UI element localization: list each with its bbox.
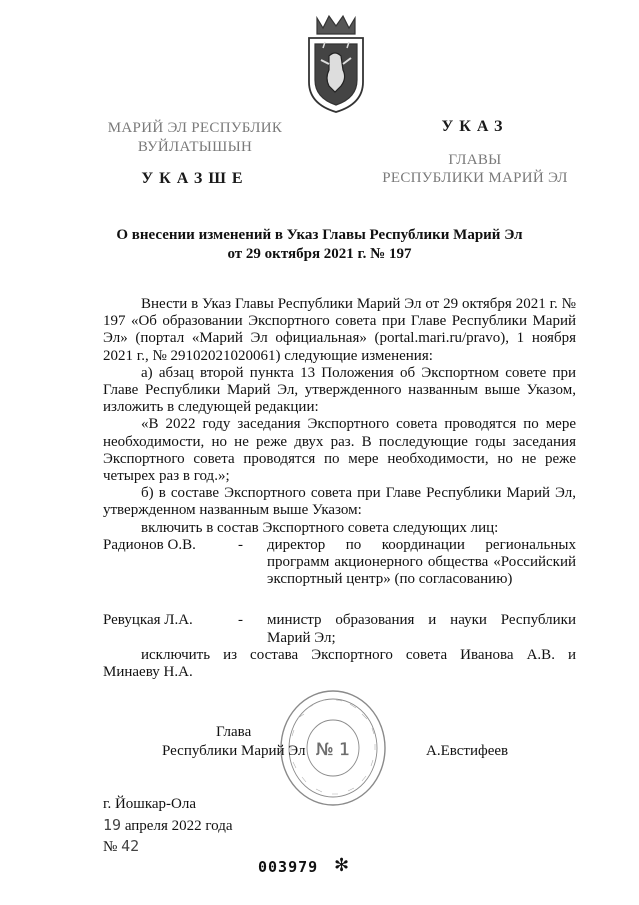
signature-role-line2: Республики Марий Эл <box>162 743 306 759</box>
coat-of-arms-icon <box>299 12 373 116</box>
header-right-line2: РЕСПУБЛИКИ МАРИЙ ЭЛ <box>382 170 568 186</box>
footer-date <box>103 815 232 837</box>
member-description: министр образования и науки Республики Марий Эл; <box>267 612 576 646</box>
paragraph-exclude-line1: исключить из состава Экспортного совета Иванова А.В. и <box>141 646 576 663</box>
paragraph-intro: Внести в Указ Главы Республики Марий Эл от 29 октября 2021 г. № 197 «Об образовании Экспортного совета при Главе Республики Марий Эл» (портал «Марий Эл официальная» (portal.mari.ru/pravo), 1 ноября 2021 г., № 29102021020061) следующие изменения: <box>103 296 576 364</box>
member-item <box>103 537 576 589</box>
registration-number: 003979 <box>258 858 319 876</box>
signature-name: А.Евстифеев <box>426 743 509 759</box>
footer-number-prefix: № <box>103 839 118 855</box>
footer-place: г. Йошкар-Ола <box>103 796 197 812</box>
member-item <box>103 612 576 646</box>
stamp-number: № 1 <box>316 740 350 760</box>
paragraph-include: включить в состав Экспортного совета следующих лиц: <box>141 519 499 536</box>
header-right-doc-type: УКАЗ <box>441 118 509 135</box>
member-dash: - <box>238 536 243 553</box>
header-left-line1: МАРИЙ ЭЛ РЕСПУБЛИК <box>107 120 283 136</box>
title-line1: О внесении изменений в Указ Главы Республики Марий Эл <box>116 227 523 243</box>
title-line2: от 29 октября 2021 г. № 197 <box>227 246 412 262</box>
footer-number-value: 42 <box>121 837 140 855</box>
header-left-doc-type: УКАЗШЕ <box>141 170 249 187</box>
member-dash: - <box>238 612 243 629</box>
footer-number <box>103 836 139 858</box>
paragraph-a: а) абзац второй пункта 13 Положения об Экспортном совете при Главе Республики Марий Эл, утвержденного названным выше Указом, изложить в следующей редакции: <box>103 364 576 416</box>
star-mark-icon: ✻ <box>334 855 350 876</box>
document-body <box>103 296 576 681</box>
signature-role-line1: Глава <box>216 724 252 740</box>
member-name: Радионов О.В. <box>103 536 196 553</box>
paragraph-b: б) в составе Экспортного совета при Главе Республики Марий Эл, утвержденном названным выше Указом: <box>103 485 576 519</box>
paragraph-exclude-line2: Минаеву Н.А. <box>103 664 193 681</box>
member-description: директор по координации региональных программ акционерного общества «Российский экспортный центр» (по согласованию) <box>267 536 576 588</box>
member-name: Ревуцкая Л.А. <box>103 612 193 629</box>
document-title <box>0 226 639 264</box>
paragraph-quote: «В 2022 году заседания Экспортного совета проводятся по мере необходимости, но не реже двух раз. В последующие годы заседания Экспортного совета проводятся по мере необходимости, но не реже четырех раз в год.»; <box>103 416 576 485</box>
header-right-line1: ГЛАВЫ <box>448 152 502 168</box>
footer-day: 19 <box>103 816 122 834</box>
header-left-line2: ВУЙЛАТЫШЫН <box>137 139 253 155</box>
footer-date-rest: апреля 2022 года <box>124 818 233 834</box>
